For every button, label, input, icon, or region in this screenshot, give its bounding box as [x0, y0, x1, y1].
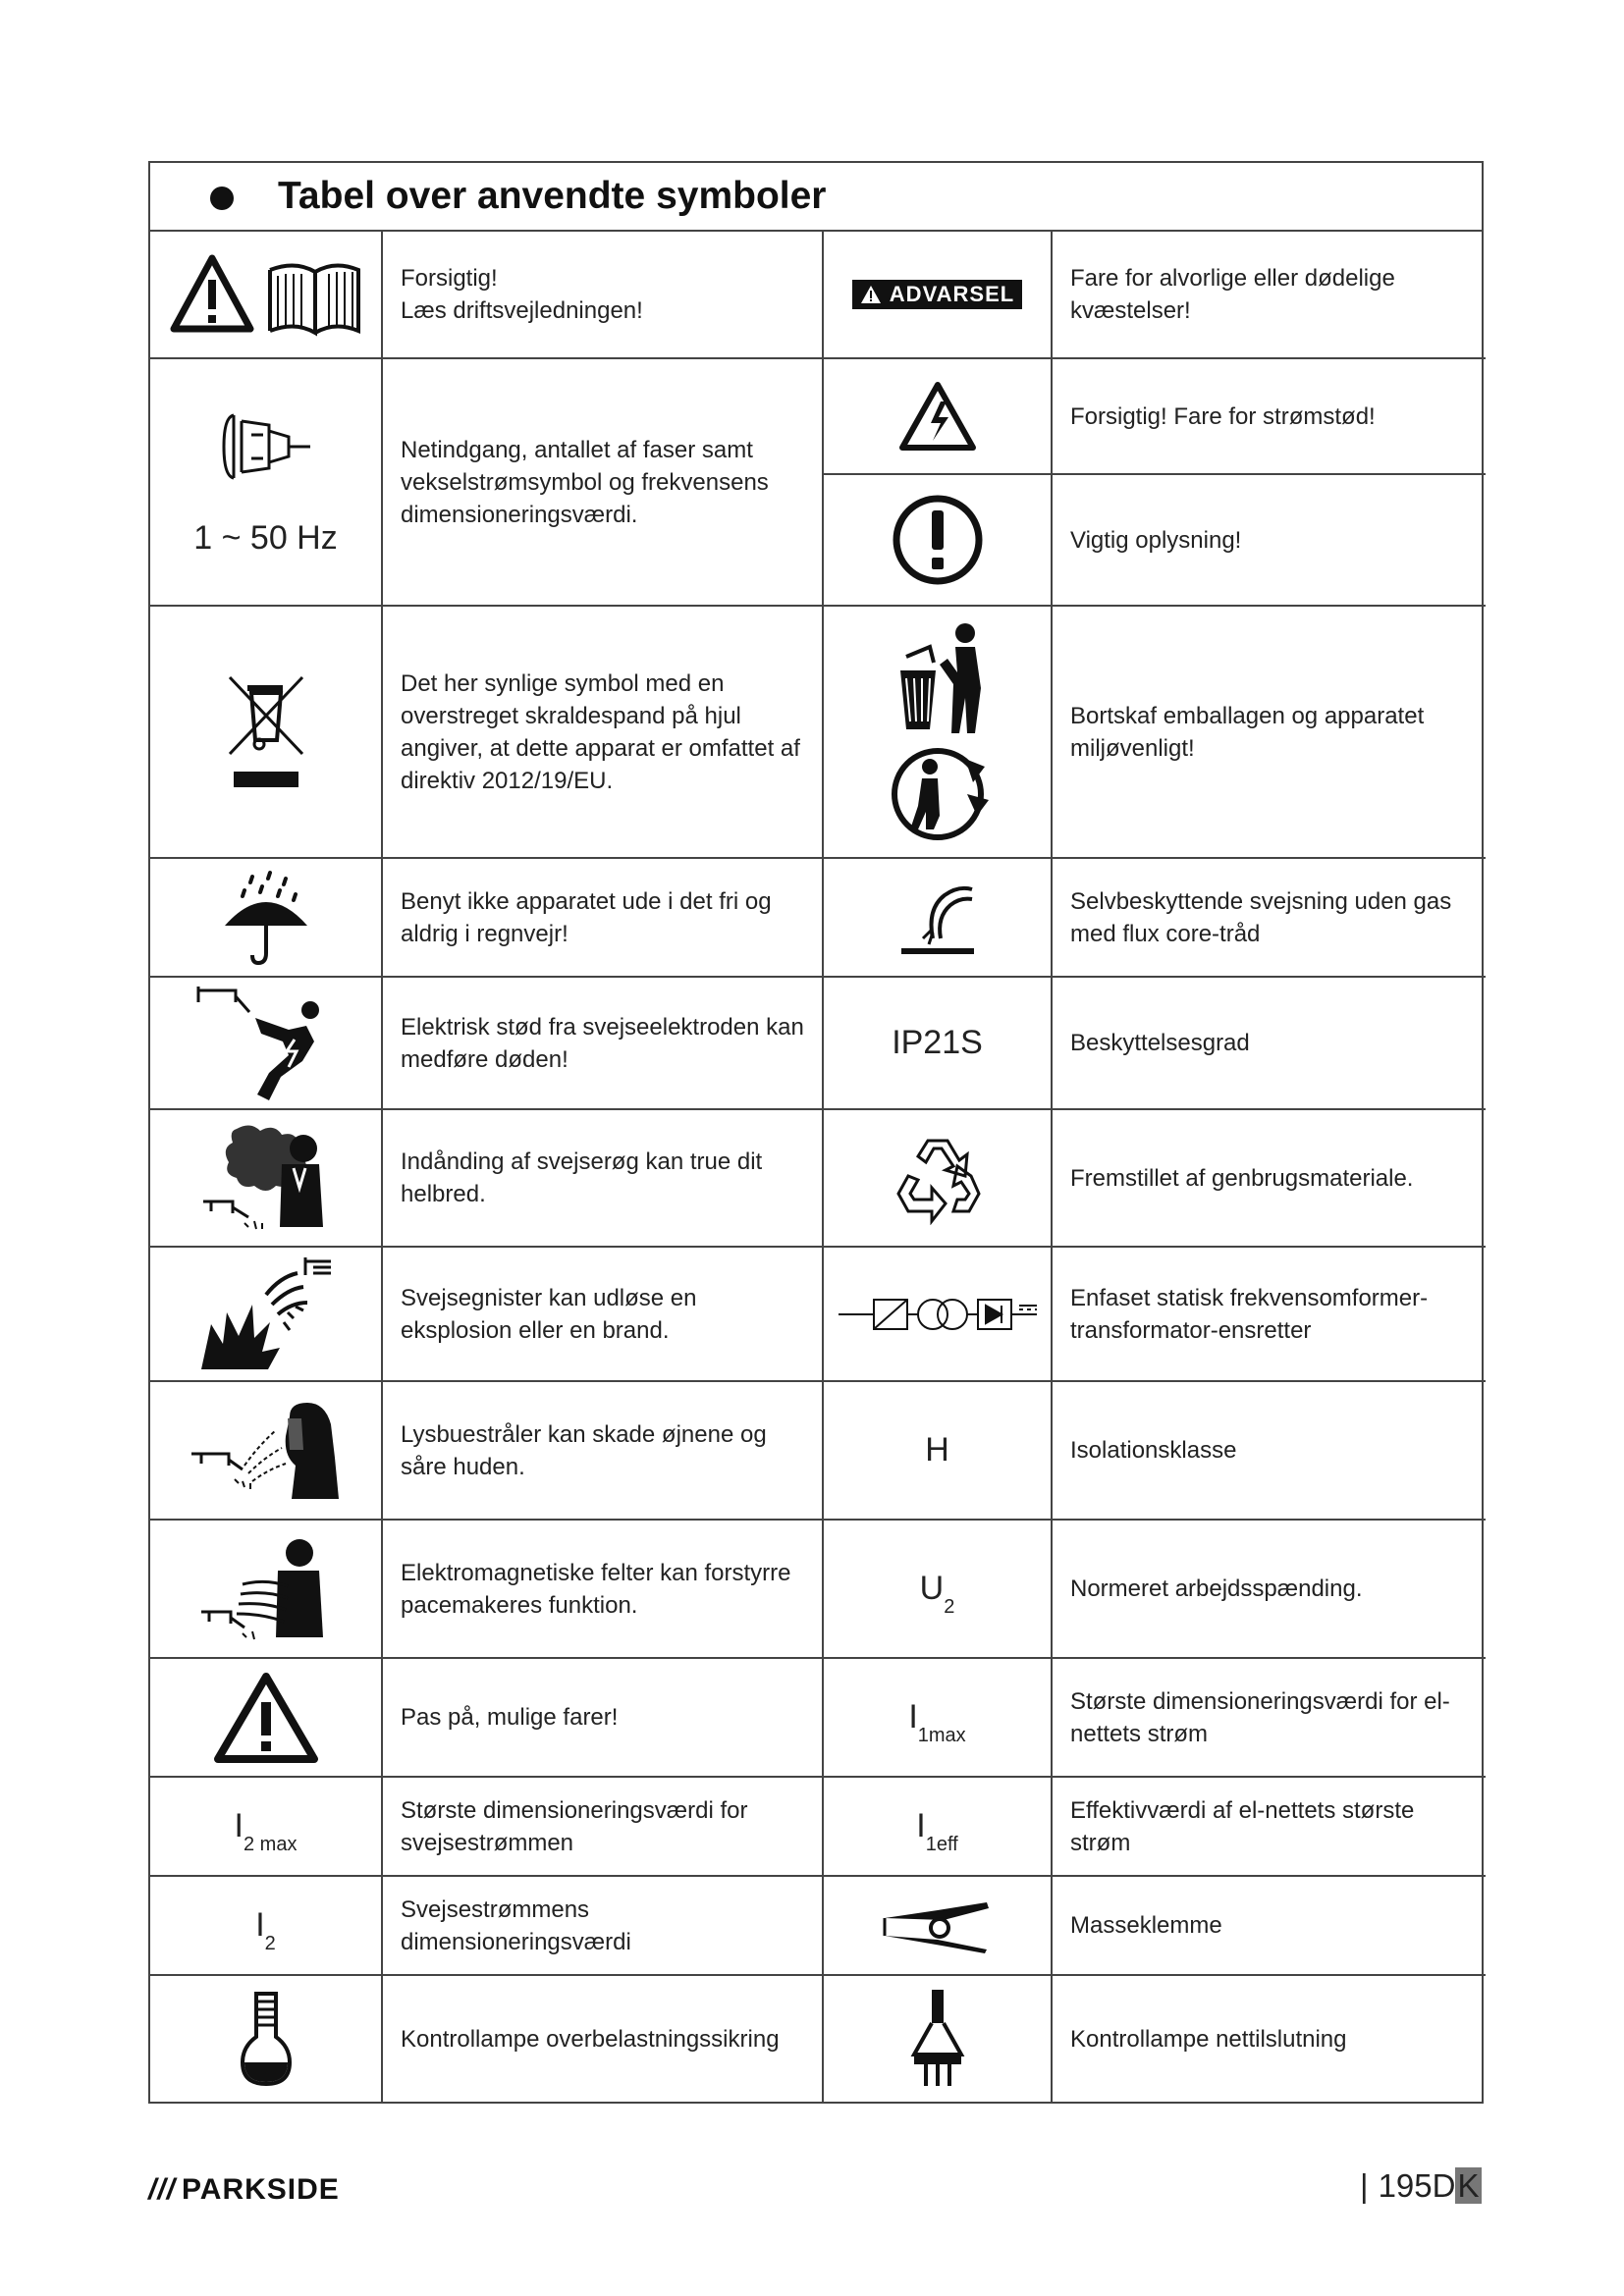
description-cell: [382, 606, 823, 858]
description-cell: [382, 1520, 823, 1658]
page-number: | 195DK: [1360, 2167, 1480, 2204]
description-cell: [382, 977, 823, 1109]
description-text: Forsigtig! Læs driftsvejledningen!: [401, 265, 643, 324]
table-row: [150, 1109, 1486, 1247]
u2-main: U: [919, 1570, 945, 1607]
description-text: Isolationsklasse: [1070, 1437, 1237, 1464]
umbrella-rain-icon: [217, 869, 315, 967]
description-cell: [1052, 1658, 1486, 1777]
overload-lamp-icon: [237, 1988, 296, 2090]
description-text: Benyt ikke apparatet ude i det fri og aldrig i regnvejr!: [401, 887, 772, 947]
description-text: Fare for alvorlige eller dødelige kvæstelser!: [1070, 265, 1395, 324]
ground-clamp-icon: [879, 1896, 997, 1955]
description-text: Netindgang, antallet af faser samt vekselstrømsymbol og frekvensens dimensioneringsværdi.: [401, 436, 769, 528]
page-number-value: 195: [1378, 2167, 1433, 2204]
u2-symbol: [919, 1570, 955, 1618]
lang-suffix: K: [1457, 2167, 1480, 2204]
i1eff-main: I: [916, 1807, 926, 1844]
description-cell: [1052, 1247, 1486, 1381]
i1max-symbol: [908, 1698, 966, 1746]
table-row: [150, 1658, 1486, 1777]
table-row: [150, 1247, 1486, 1381]
table-row: [150, 232, 1486, 358]
description-text: Største dimensioneringsværdi for el-nettets strøm: [1070, 1687, 1450, 1747]
description-cell: [1052, 1381, 1486, 1520]
flux-core-welding-icon: [893, 874, 982, 962]
table-row: [150, 358, 1486, 474]
description-text: Det her synlige symbol med en overstreget skraldespand på hjul angiver, at dette apparat er omfattet af direktiv 2012/19/EU.: [401, 669, 800, 794]
description-text: Svejsegnister kan udløse en eksplosion eller en brand.: [401, 1284, 697, 1344]
i2-symbol: [255, 1906, 276, 1954]
description-text: Indånding af svejserøg kan true dit helbred.: [401, 1148, 763, 1207]
warning-small-icon: [860, 285, 882, 304]
symbol-cell: [823, 1109, 1052, 1247]
i1max-sub: 1max: [917, 1725, 966, 1746]
symbol-cell: [150, 1658, 382, 1777]
i1eff-sub: 1eff: [925, 1834, 958, 1855]
description-text: Elektrisk stød fra svejseelektroden kan medføre døden!: [401, 1013, 804, 1073]
description-cell: [382, 1975, 823, 2102]
symbol-cell: [823, 1876, 1052, 1975]
u2-sub: 2: [944, 1596, 955, 1618]
table-row: [150, 1777, 1486, 1876]
description-text: Bortskaf emballagen og apparatet miljøvenligt!: [1070, 702, 1425, 762]
important-info-icon: [891, 493, 985, 587]
frequency-converter-transformer-rectifier-icon: [835, 1290, 1041, 1339]
symbol-cell: [150, 1876, 382, 1975]
i2-sub: 2: [264, 1933, 276, 1954]
table-row: [150, 1520, 1486, 1658]
symbol-cell: [823, 1247, 1052, 1381]
description-cell: [1052, 232, 1486, 358]
description-cell: [382, 1876, 823, 1975]
description-text: Fremstillet af genbrugsmateriale.: [1070, 1164, 1414, 1192]
logo-slashes: ///: [148, 2173, 177, 2206]
symbol-cell: [823, 358, 1052, 474]
electromagnetic-field-icon: [197, 1535, 335, 1643]
description-cell: [382, 358, 823, 606]
mains-label: 1 ~ 50 Hz: [193, 518, 338, 557]
symbol-cell: [823, 977, 1052, 1109]
symbol-cell: [150, 1109, 382, 1247]
symbol-cell: [823, 606, 1052, 858]
electric-shock-warning-icon: [897, 380, 978, 453]
table-row: [150, 977, 1486, 1109]
i1max-main: I: [908, 1698, 918, 1735]
table-row: [150, 1381, 1486, 1520]
description-text: Pas på, mulige farer!: [401, 1704, 619, 1731]
table-row: [150, 606, 1486, 858]
description-text: Lysbuestråler kan skade øjnene og såre huden.: [401, 1420, 767, 1480]
bullet-icon: [210, 187, 234, 210]
description-cell: [382, 232, 823, 358]
symbol-cell: [150, 1520, 382, 1658]
advarsel-badge: [852, 280, 1022, 309]
symbol-cell: [823, 232, 1052, 358]
description-text: Selvbeskyttende svejsning uden gas med flux core-tråd: [1070, 887, 1452, 947]
description-cell: [1052, 1520, 1486, 1658]
symbol-cell: [823, 1381, 1052, 1520]
symbol-cell: [150, 358, 382, 606]
description-text: Forsigtig! Fare for strømstød!: [1070, 402, 1376, 430]
description-cell: [382, 858, 823, 977]
description-cell: [382, 1381, 823, 1520]
table-title-bar: [150, 163, 1482, 232]
symbol-cell: [150, 977, 382, 1109]
description-text: Effektivværdi af el-nettets største strøm: [1070, 1796, 1415, 1856]
description-cell: [382, 1109, 823, 1247]
caution-danger-icon: [212, 1671, 320, 1765]
symbol-cell: [150, 1777, 382, 1876]
table-row: [150, 858, 1486, 977]
i2-main: I: [255, 1906, 265, 1944]
symbol-cell: [150, 606, 382, 858]
symbol-cell: [823, 1975, 1052, 2102]
ip-rating-label: IP21S: [892, 1024, 983, 1061]
crossed-wheelie-bin-icon: [222, 671, 310, 793]
table-row: [150, 1975, 1486, 2102]
symbol-cell: [150, 1975, 382, 2102]
mains-connection-lamp-icon: [908, 1988, 967, 2090]
recycling-icon: [889, 1131, 987, 1225]
mains-plug-icon: [212, 407, 320, 486]
electrode-shock-icon: [192, 983, 340, 1104]
symbol-cell: [823, 474, 1052, 606]
welding-fumes-icon: [197, 1119, 335, 1237]
i2max-main: I: [234, 1807, 244, 1844]
symbol-cell: [150, 858, 382, 977]
logo-text: PARKSIDE: [182, 2173, 340, 2206]
description-text: Svejsestrømmens dimensioneringsværdi: [401, 1896, 631, 1955]
symbol-cell: [823, 1777, 1052, 1876]
symbol-cell: [823, 1520, 1052, 1658]
symbol-cell: [150, 232, 382, 358]
description-cell: [1052, 474, 1486, 606]
description-text: Normeret arbejdsspænding.: [1070, 1575, 1363, 1602]
description-cell: [382, 1658, 823, 1777]
sparks-explosion-icon: [197, 1254, 335, 1375]
description-text: Elektromagnetiske felter kan forstyrre pacemakeres funktion.: [401, 1559, 791, 1619]
page-title: Tabel over anvendte symboler: [278, 175, 827, 217]
description-cell: [1052, 1777, 1486, 1876]
description-text: Vigtig oplysning!: [1070, 526, 1242, 554]
warning-manual-icon: [168, 250, 364, 339]
symbol-cell: [150, 1247, 382, 1381]
parkside-logo: [148, 2173, 340, 2207]
description-text: Kontrollampe overbelastningssikring: [401, 2025, 780, 2053]
description-cell: [1052, 1876, 1486, 1975]
description-cell: [1052, 606, 1486, 858]
i2max-sub: 2 max: [243, 1834, 298, 1855]
dispose-recycle-icon: [879, 619, 997, 845]
symbol-cell: [823, 1658, 1052, 1777]
i1eff-symbol: [916, 1807, 958, 1855]
description-text: Største dimensioneringsværdi for svejsestrømmen: [401, 1796, 748, 1856]
symbol-cell: [823, 858, 1052, 977]
description-cell: [1052, 1975, 1486, 2102]
lang-prefix: D: [1432, 2167, 1456, 2204]
arc-rays-icon: [188, 1397, 345, 1505]
description-cell: [1052, 358, 1486, 474]
description-text: Kontrollampe nettilslutning: [1070, 2025, 1347, 2053]
symbol-table: [150, 232, 1486, 2102]
description-text: Beskyttelsesgrad: [1070, 1030, 1250, 1056]
description-cell: [382, 1247, 823, 1381]
symbol-table-sheet: [148, 161, 1484, 2104]
description-text: Masseklemme: [1070, 1912, 1222, 1939]
description-text: Enfaset statisk frekvensomformer-transformator-ensretter: [1070, 1284, 1429, 1344]
symbol-cell: [150, 1381, 382, 1520]
description-cell: [382, 1777, 823, 1876]
description-cell: [1052, 977, 1486, 1109]
insulation-class-label: H: [925, 1431, 949, 1468]
description-cell: [1052, 1109, 1486, 1247]
advarsel-label: ADVARSEL: [889, 282, 1015, 306]
i2max-symbol: [234, 1807, 298, 1855]
table-row: [150, 1876, 1486, 1975]
description-cell: [1052, 858, 1486, 977]
